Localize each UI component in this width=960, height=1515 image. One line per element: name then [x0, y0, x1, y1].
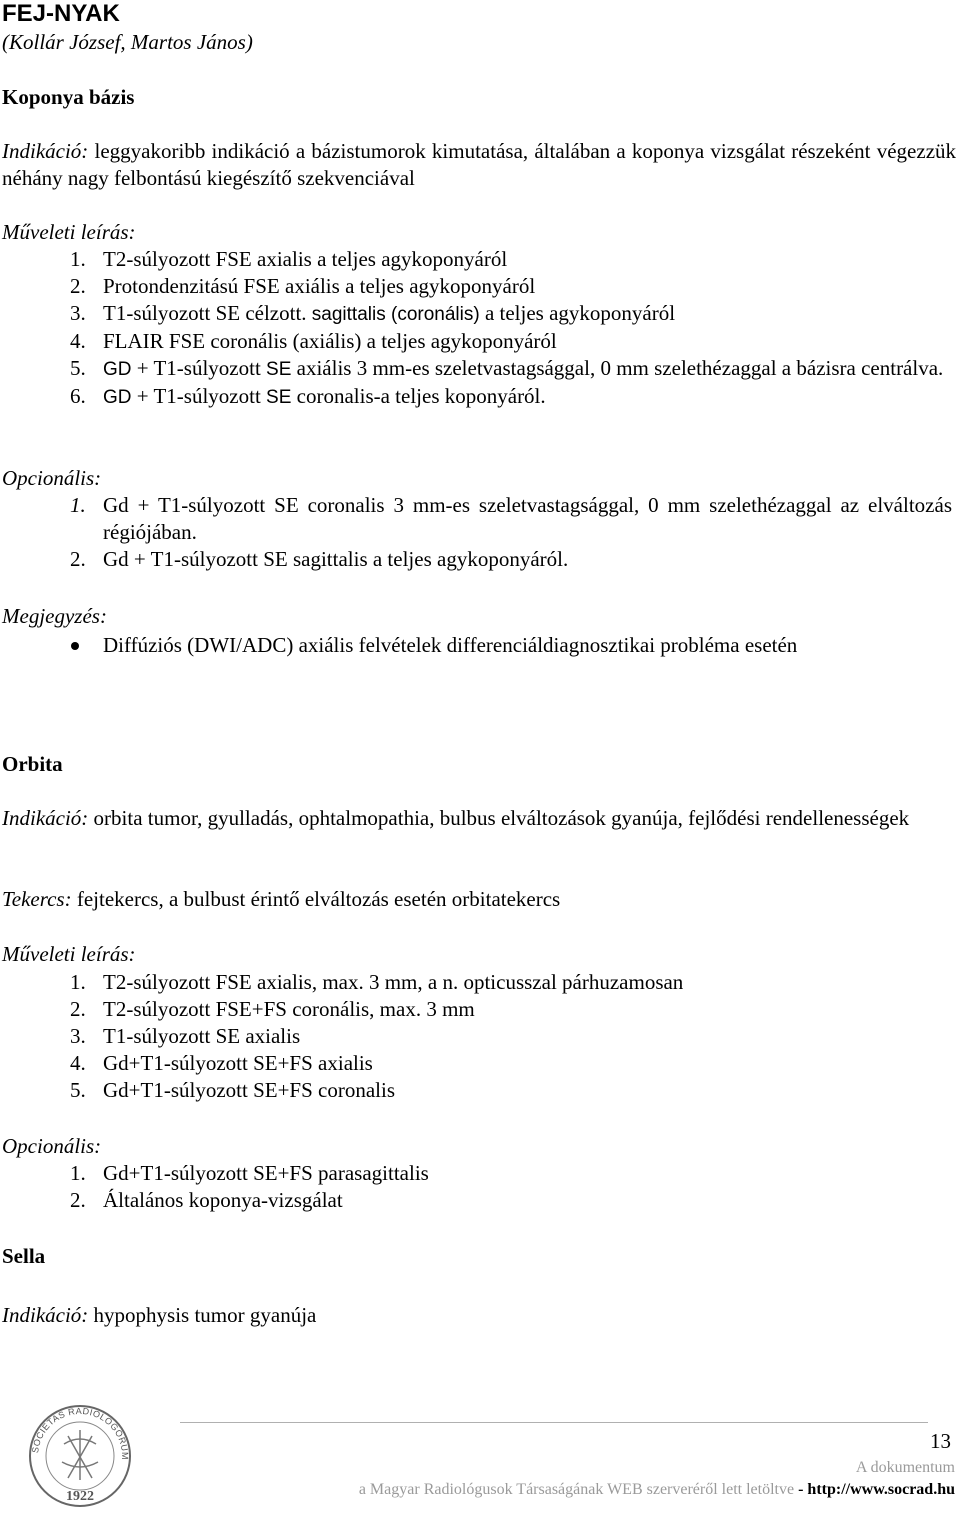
- megjegyzes-text: Diffúziós (DWI/ADC) axiális felvételek differenciáldiagnosztikai probléma esetén: [103, 633, 798, 657]
- footer-divider: [180, 1422, 928, 1423]
- list-item: 4. FLAIR FSE coronális (axiális) a teljes agykoponyáról: [70, 329, 557, 353]
- indikacio-text: orbita tumor, gyulladás, ophtalmopathia, bulbus elváltozások gyanúja, fejlődési rendellenességek: [93, 806, 910, 830]
- indikacio-text: leggyakoribb indikáció a bázistumorok kimutatása, általában a koponya vizsgálat részeként végezzük néhány nagy felbontású kiegészítő szekvenciával: [2, 139, 957, 190]
- opcionalis-label-koponya: Opcionális:: [2, 466, 102, 490]
- list-item: 1. T2-súlyozott FSE axialis, max. 3 mm, a n. opticusszal párhuzamosan: [70, 970, 684, 994]
- indikacio-label: Indikáció:: [2, 139, 89, 163]
- muveleti-label-orbita: Műveleti leírás:: [2, 942, 136, 966]
- list-item: 6. GD + T1-súlyozott SE coronalis-a teljes koponyáról.: [70, 384, 546, 408]
- footer-link[interactable]: http://www.socrad.hu: [807, 1481, 955, 1498]
- tekercs-text: fejtekercs, a bulbust érintő elváltozás esetén orbitatekercs: [76, 887, 561, 911]
- list-item: 3. T1-súlyozott SE célzott. sagittalis (coronális) a teljes agykoponyáról: [70, 301, 676, 325]
- footer-line1: A dokumentum: [855, 1459, 955, 1476]
- indikacio-text: hypophysis tumor gyanúja: [93, 1303, 317, 1327]
- list-item: 5. GD + T1-súlyozott SE axiális 3 mm-es szeletvastagsággal, 0 mm szelethézaggal a bázisra centrálva.: [70, 356, 944, 380]
- indikacio-label: Indikáció:: [2, 806, 89, 830]
- opcionalis-list-koponya: [70, 492, 952, 573]
- indikacio-koponya: [2, 138, 956, 192]
- section-heading-orbita: Orbita: [2, 752, 63, 776]
- society-seal-logo: [20, 1400, 140, 1508]
- authors: (Kollár József, Martos János): [2, 30, 253, 54]
- list-item: 2. Protondenzitású FSE axiális a teljes agykoponyáról: [70, 274, 536, 298]
- megjegyzes-label: Megjegyzés:: [2, 604, 107, 628]
- opcionalis-list-orbita: [70, 1160, 952, 1214]
- section-heading-koponya: Koponya bázis: [2, 85, 135, 109]
- document-title: FEJ-NYAK: [2, 0, 120, 27]
- bullet-icon: [71, 642, 79, 650]
- list-item: 2. Általános koponya-vizsgálat: [70, 1188, 343, 1212]
- tekercs-orbita: [2, 886, 560, 913]
- list-item: 1. Gd+T1-súlyozott SE+FS parasagittalis: [70, 1161, 429, 1185]
- megjegyzes-bullet: [0, 632, 960, 659]
- svg-text:SOCIETAS RADIOLOGORUM HUNGAROR: SOCIETAS RADIOLOGORUM: [30, 1405, 131, 1460]
- page-number: 13: [930, 1429, 951, 1453]
- list-item: 1. Gd + T1-súlyozott SE coronalis 3 mm-es szeletvastagsággal, 0 mm szelethézaggal az elváltozás régiójában.: [70, 493, 952, 544]
- muveleti-label-koponya: Műveleti leírás:: [2, 220, 136, 244]
- list-item: 3. T1-súlyozott SE axialis: [70, 1024, 301, 1048]
- list-item: 4. Gd+T1-súlyozott SE+FS axialis: [70, 1051, 373, 1075]
- list-item: 1. T2-súlyozott FSE axialis a teljes agykoponyáról: [70, 247, 508, 271]
- muveleti-list-orbita: [70, 969, 952, 1104]
- indikacio-orbita: [2, 805, 956, 832]
- section-heading-sella: Sella: [2, 1244, 46, 1268]
- list-item: 5. Gd+T1-súlyozott SE+FS coronalis: [70, 1078, 396, 1102]
- footer-line2: a Magyar Radiológusok Társaságának WEB szerveréről lett letöltve - http://www.socrad.hu: [358, 1481, 955, 1498]
- indikacio-label: Indikáció:: [2, 1303, 89, 1327]
- list-item: 2. Gd + T1-súlyozott SE sagittalis a teljes agykoponyáról.: [70, 547, 569, 571]
- svg-text:1922: 1922: [66, 1489, 94, 1504]
- indikacio-sella: [2, 1302, 316, 1329]
- opcionalis-label-orbita: Opcionális:: [2, 1134, 102, 1158]
- muveleti-list-koponya: [70, 246, 952, 411]
- tekercs-label: Tekercs:: [2, 887, 72, 911]
- list-item: 2. T2-súlyozott FSE+FS coronális, max. 3 mm: [70, 997, 475, 1021]
